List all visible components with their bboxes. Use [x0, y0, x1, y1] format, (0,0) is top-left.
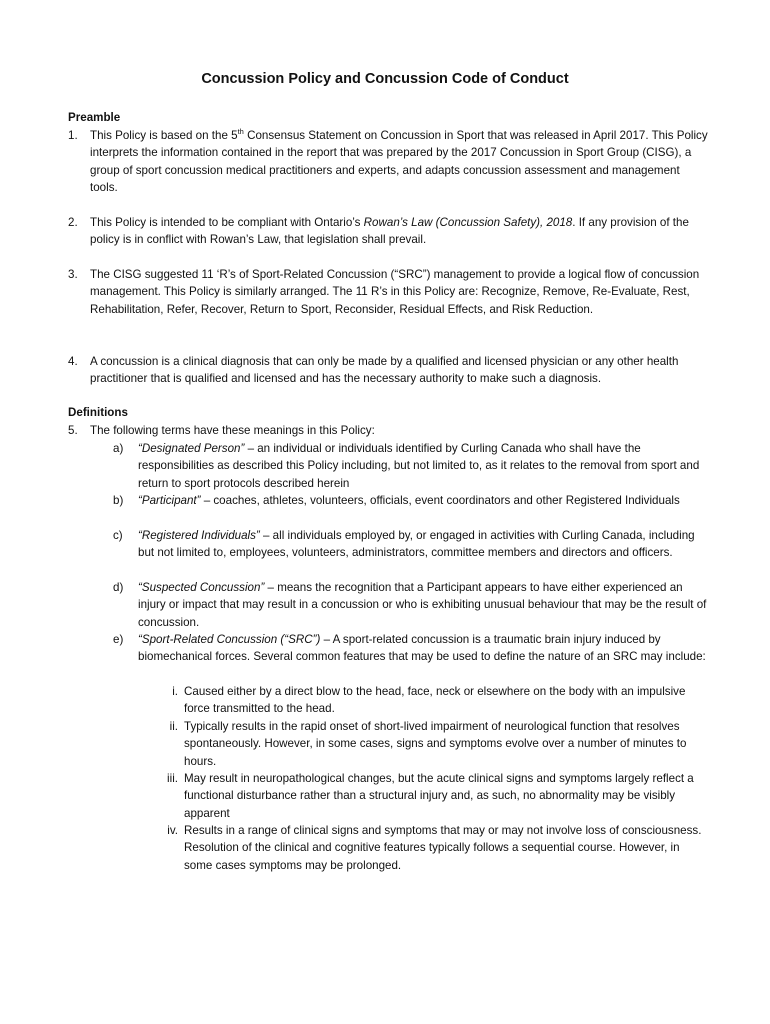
feature-label: iv. [167, 824, 178, 837]
item-text: A concussion is a clinical diagnosis that can only be made by a qualified and licensed physician or any other health practitioner that is qualified and licensed and has the necessary authority to make such a diagnosis. [90, 355, 679, 386]
definitions-heading: Definitions [68, 406, 128, 419]
item-number: 2. [68, 216, 78, 229]
item-number: 5. [68, 424, 78, 437]
definition-e [113, 631, 708, 666]
definition-text: “Suspected Concussion” – means the recognition that a Participant appears to have either experienced an injury or impact that may result in a concussion or who is exhibiting unusual behaviour that may be the result of concussion. [138, 581, 707, 629]
preamble-item-3 [68, 266, 708, 318]
feature-text: Typically results in the rapid onset of short-lived impairment of neurological function that resolves spontaneously. However, in some cases, signs and symptoms evolve over a number of minutes to hours. [184, 720, 687, 768]
item-number: 4. [68, 355, 78, 368]
definition-label: d) [113, 581, 124, 594]
preamble-heading: Preamble [68, 111, 121, 124]
item-text: The following terms have these meanings in this Policy: [90, 424, 375, 437]
feature-text: Caused either by a direct blow to the head, face, neck or elsewhere on the body with an impulsive force transmitted to the head. [184, 685, 686, 716]
definition-text: “Participant” – coaches, athletes, volunteers, officials, event coordinators and other Registered Individuals [138, 494, 680, 507]
preamble-item-1 [68, 127, 708, 197]
src-feature-i [150, 683, 708, 718]
definition-label: b) [113, 494, 124, 507]
item-text: The CISG suggested 11 ‘R’s of Sport-Related Concussion (“SRC”) management to provide a logical flow of concussion management. This Policy is similarly arranged. The 11 R’s in this Policy are: Recognize, Remove, Re-Evaluate, Rest, Rehabilitation, Refer, Recover, Return to Sport, Reconsider, Residual Effects, and Risk Reduction. [90, 268, 700, 316]
item-text: This Policy is intended to be compliant with Ontario’s Rowan’s Law (Concussion Safety), 2018. If any provision of the policy is in conflict with Rowan’s Law, that legislation shall prevail. [90, 216, 689, 247]
definition-label: c) [113, 529, 123, 542]
definition-a [113, 440, 708, 492]
definition-text: “Registered Individuals” – all individuals employed by, or engaged in activities with Curling Canada, including but not limited to, employees, volunteers, administrators, committee members and directors and officers. [138, 529, 695, 560]
definition-d [113, 579, 708, 631]
definition-label: e) [113, 633, 124, 646]
feature-text: Results in a range of clinical signs and symptoms that may or may not involve loss of consciousness. Resolution of the clinical and cognitive features typically follows a sequential course. However, in some cases symptoms may be prolonged. [184, 824, 702, 872]
feature-text: May result in neuropathological changes, but the acute clinical signs and symptoms largely reflect a functional disturbance rather than a structural injury and, as such, no abnormality may be visibly apparent [184, 772, 694, 820]
page-title: Concussion Policy and Concussion Code of Conduct [201, 71, 569, 87]
definition-b [113, 492, 708, 509]
feature-label: iii. [167, 772, 178, 785]
preamble-item-4 [68, 353, 708, 388]
definition-text: “Designated Person” – an individual or individuals identified by Curling Canada who shall have the responsibilities as described this Policy including, but not limited to, as it relates to the removal from sport and return to sport protocols described herein [138, 442, 700, 490]
src-feature-iv [150, 822, 708, 874]
definition-label: a) [113, 442, 124, 455]
definition-text: “Sport-Related Concussion (“SRC”) – A sport-related concussion is a traumatic brain injury induced by biomechanical forces. Several common features that may be used to define the nature of an SRC may include: [138, 633, 706, 664]
preamble-item-2 [68, 214, 708, 249]
src-feature-iii [150, 770, 708, 822]
feature-label: ii. [169, 720, 178, 733]
definition-c [113, 527, 708, 562]
src-feature-ii [150, 718, 708, 770]
feature-label: i. [172, 685, 178, 698]
item-text: This Policy is based on the 5th Consensus Statement on Concussion in Sport that was released in April 2017. This Policy interprets the information contained in the report that was prepared by the 2017 Concussion in Sport Group (CISG), a group of sport concussion medical practitioners and experts, and adapts concussion assessment and management tools. [90, 127, 708, 195]
item-number: 1. [68, 129, 78, 142]
definitions-item-5 [68, 422, 708, 439]
item-number: 3. [68, 268, 78, 281]
